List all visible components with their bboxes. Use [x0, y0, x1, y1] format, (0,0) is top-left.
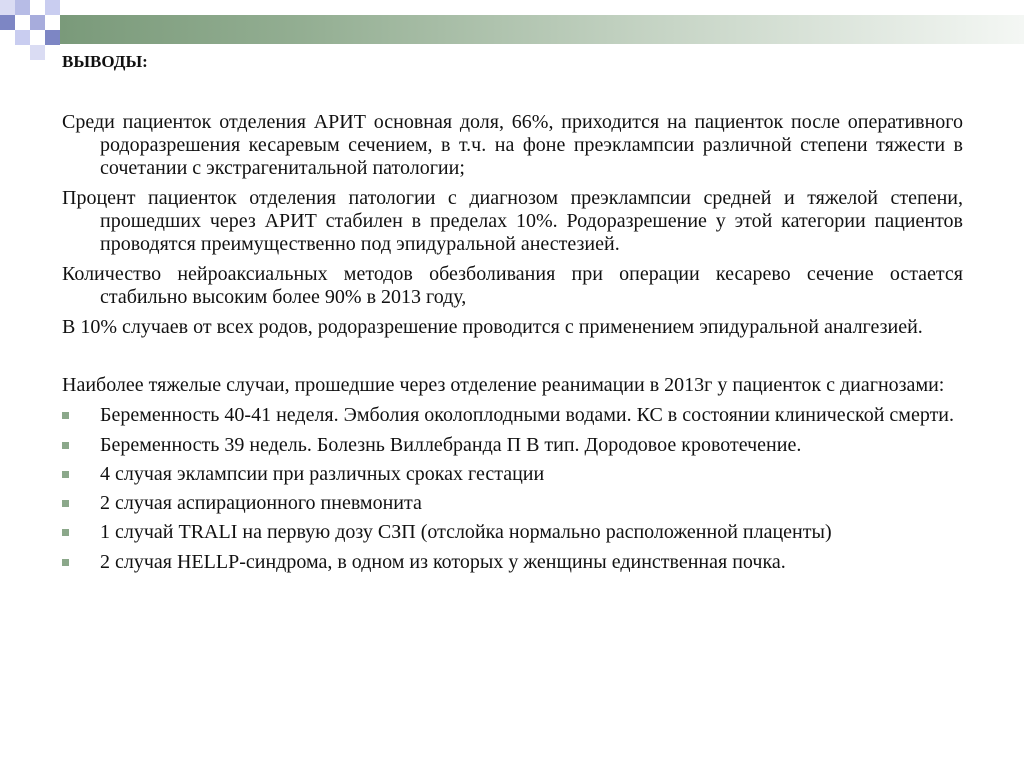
list-item-text: Беременность 39 недель. Болезнь Виллебранда П В тип. Дородовое кровотечение. — [100, 434, 802, 456]
list-item-text: 4 случая эклампсии при различных сроках гестации — [100, 463, 545, 485]
list-item — [62, 492, 963, 515]
square-bullet-icon — [62, 500, 69, 507]
square-bullet-icon — [62, 559, 69, 566]
deco-square — [0, 15, 15, 30]
slide-content — [62, 52, 963, 574]
deco-square — [15, 0, 30, 15]
list-item-text: 2 случая HELLP-синдрома, в одном из которых у женщины единственная почка. — [100, 551, 786, 573]
slide-heading: ВЫВОДЫ: — [62, 52, 148, 71]
square-bullet-icon — [62, 442, 69, 449]
list-item — [62, 434, 963, 457]
conclusion-paragraph: В 10% случаев от всех родов, родоразрешение проводится с применением эпидуральной аналгезией. — [62, 316, 923, 338]
deco-square — [30, 45, 45, 60]
list-item — [62, 404, 963, 427]
deco-square — [15, 30, 30, 45]
conclusion-paragraph: Среди пациенток отделения АРИТ основная доля, 66%, приходится на пациенток после оперативного родоразрешения кесаревым сечением, в т.ч. на фоне преэклампсии различной степени тяжести в сочетании с экстрагенитальной патологии; — [62, 111, 963, 179]
list-item — [62, 463, 963, 486]
deco-square — [45, 0, 60, 15]
list-item — [62, 521, 963, 544]
header-gradient-bar — [60, 15, 1024, 44]
deco-square — [0, 0, 15, 15]
deco-square — [45, 30, 60, 45]
deco-square — [30, 15, 45, 30]
square-bullet-icon — [62, 471, 69, 478]
square-bullet-icon — [62, 412, 69, 419]
list-item — [62, 551, 963, 574]
list-item-text: 1 случай TRALI на первую дозу СЗП (отслойка нормально расположенной плаценты) — [100, 521, 832, 543]
conclusion-paragraph: Количество нейроаксиальных методов обезболивания при операции кесарево сечение остается стабильно высоким более 90% в 2013 году, — [62, 263, 963, 308]
severe-cases-list — [62, 404, 963, 574]
header-decoration — [0, 0, 1024, 60]
conclusion-paragraph: Процент пациенток отделения патологии с диагнозом преэклампсии средней и тяжелой степени, прошедших через АРИТ стабилен в пределах 10%. Родоразрешение у этой категории пациентов проводятся преимущественно под эпидуральной анестезией. — [62, 187, 963, 255]
list-item-text: 2 случая аспирационного пневмонита — [100, 492, 422, 514]
severe-cases-intro: Наиболее тяжелые случаи, прошедшие через отделение реанимации в 2013г у пациенток с диагнозами: — [62, 374, 945, 396]
square-bullet-icon — [62, 529, 69, 536]
list-item-text: Беременность 40-41 неделя. Эмболия околоплодными водами. КС в состоянии клинической смерти. — [100, 404, 955, 426]
